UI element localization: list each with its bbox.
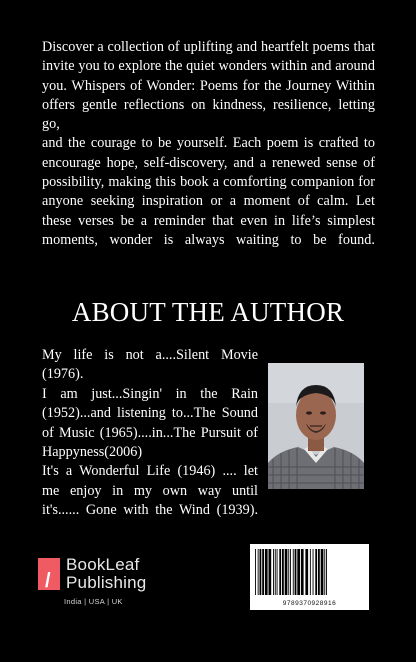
- isbn-barcode: [250, 544, 369, 610]
- barcode-bar: [301, 549, 304, 595]
- bio-line: Happyness(2006): [42, 444, 143, 461]
- barcode-bar: [273, 549, 274, 595]
- barcode-bar: [277, 549, 278, 595]
- barcode-bars: [254, 549, 365, 595]
- barcode-bar: [269, 549, 272, 595]
- barcode-bar: [318, 549, 320, 595]
- publisher-logo-mark: [38, 558, 60, 590]
- barcode-bar: [255, 549, 256, 595]
- bio-line: (1976).: [42, 366, 84, 383]
- barcode-bar: [324, 549, 325, 595]
- bio-line: I am just...Singin' in the Rain: [42, 385, 258, 402]
- barcode-bar: [262, 549, 264, 595]
- blurb-line: these verses be a reminder that even in life’s simplest: [42, 212, 375, 229]
- bio-line: me enjoy in my own way until: [42, 482, 258, 499]
- publisher-name-line1: BookLeaf: [66, 555, 140, 574]
- isbn-number: 9789370928916: [282, 600, 337, 607]
- barcode-bar: [260, 549, 262, 595]
- barcode-bar: [288, 549, 289, 595]
- blurb-line: and the courage to be yourself. Each poem is crafted to: [42, 135, 375, 152]
- barcode-bar: [310, 549, 311, 595]
- publisher-logo: [38, 550, 198, 610]
- barcode-bar: [321, 549, 324, 595]
- blurb-line: anyone seeking inspiration or a moment of calm. Let: [42, 193, 375, 210]
- barcode-bar: [290, 549, 291, 595]
- barcode-bar: [258, 549, 259, 595]
- bio-line: My life is not a....Silent Movie: [42, 347, 258, 363]
- blurb-line: encourage hope, self-discovery, and a renewed sense of: [42, 154, 375, 171]
- barcode-bar: [315, 549, 317, 595]
- blurb-line: possibility, making this book a comforting companion for: [42, 174, 375, 191]
- bio-line: of Music (1965)....in...The Pursuit of: [42, 424, 258, 441]
- barcode-bar: [326, 549, 327, 595]
- author-photo: [268, 363, 364, 489]
- barcode-bar: [293, 549, 294, 595]
- blurb-line: you. Whispers of Wonder: Poems for the Journey Within: [42, 77, 375, 94]
- blurb-line: Discover a collection of uplifting and heartfelt poems that: [42, 39, 375, 55]
- bio-line: It's a Wonderful Life (1946) .... let: [42, 463, 258, 480]
- barcode-bar: [285, 549, 288, 595]
- barcode-bar: [265, 549, 268, 595]
- bio-line: (1952)...and listening to...The Sound: [42, 405, 258, 422]
- blurb-line: moments, wonder is always waiting to be found.: [42, 231, 375, 248]
- bio-line: it's...... Gone with the Wind (1939).: [42, 502, 258, 519]
- barcode-bar: [275, 549, 276, 595]
- barcode-bar: [305, 549, 308, 595]
- publisher-name-line2: Publishing: [66, 573, 147, 592]
- barcode-bar: [295, 549, 297, 595]
- logo-slash: /: [45, 570, 51, 592]
- blurb-line: offers gentle reflections on kindness, resilience, letting go,: [42, 96, 375, 133]
- back-cover-blurb: [42, 38, 375, 250]
- about-author-heading: ABOUT THE AUTHOR: [71, 297, 345, 327]
- author-portrait-image: [268, 363, 364, 489]
- author-bio: [42, 346, 258, 521]
- barcode-bar: [282, 549, 284, 595]
- publisher-regions: India | USA | UK: [64, 597, 123, 606]
- barcode-bar: [279, 549, 281, 595]
- barcode-bar: [297, 549, 300, 595]
- barcode-bar: [313, 549, 314, 595]
- blurb-line: invite you to explore the quiet wonders within and around: [42, 58, 375, 75]
